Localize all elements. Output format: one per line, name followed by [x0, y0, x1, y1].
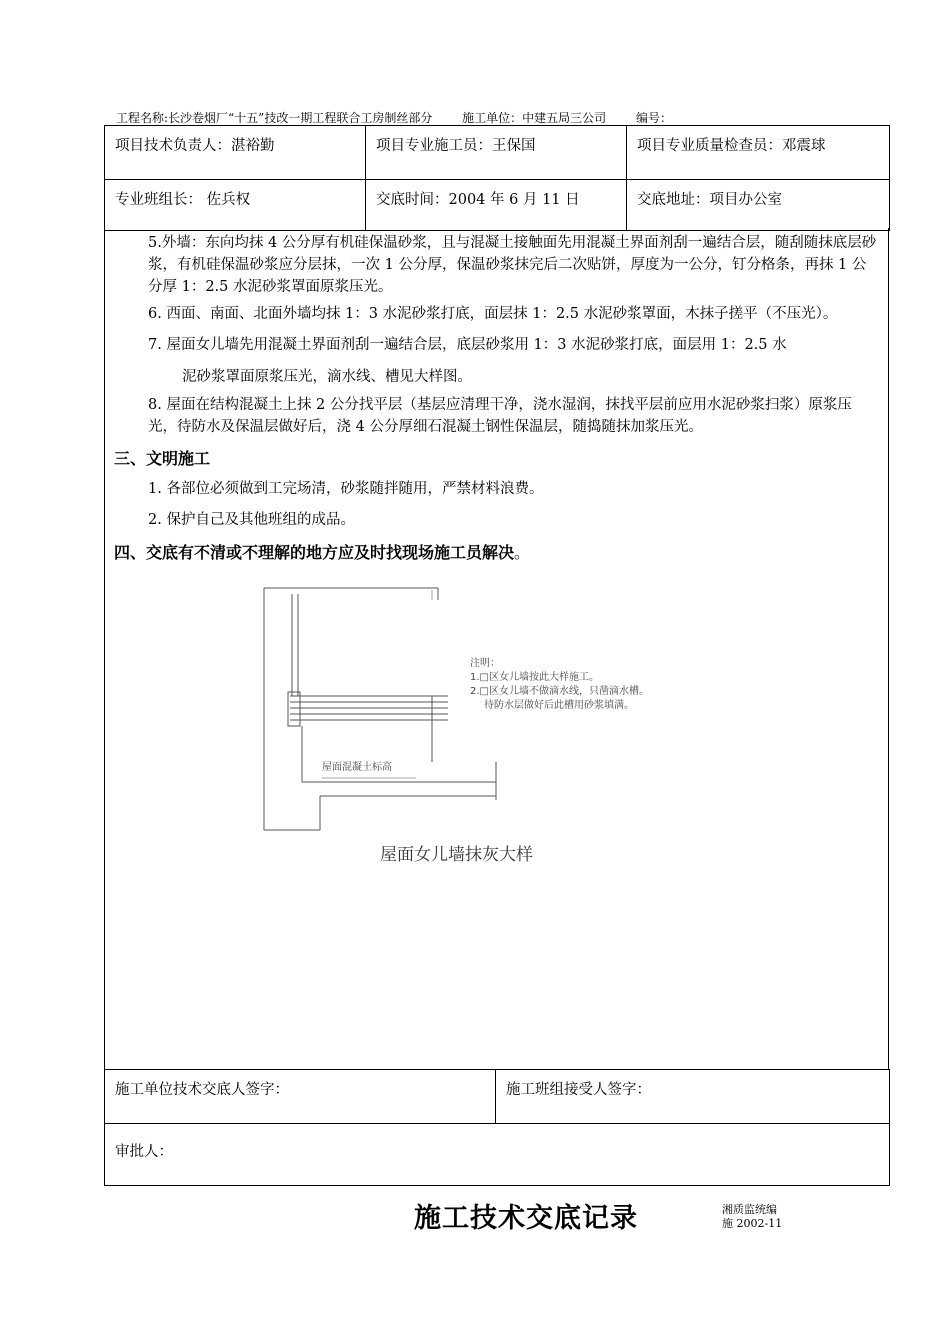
- document-header: [116, 109, 698, 126]
- team-signer-cell: 施工班组接受人签字：: [496, 1070, 890, 1124]
- quality-inspector-cell: 项目专业质量检查员：邓震球: [627, 126, 890, 180]
- paragraph-7a: 7. 屋面女儿墙先用混凝土界面剂刮一遍结合层，底层砂浆用 1：3 水泥砂浆打底，面层用 1：2.5 水: [148, 337, 787, 353]
- form-code-line-1: 湘质监统编: [722, 1203, 777, 1216]
- unit-signer-cell: 施工单位技术交底人签字：: [105, 1070, 496, 1124]
- form-code-line-2: 施 2002-11: [722, 1217, 783, 1230]
- paragraph-8: 8. 屋面在结构混凝土上抹 2 公分找平层（基层应清理干净，浇水湿润，抹找平层前应用水泥砂浆扫浆）原浆压光，待防水及保温层做好后，浇 4 公分厚细石混凝土钢性保温层，随捣随抹加浆压光。: [148, 397, 852, 435]
- note-3: 待防水层做好后此槽用砂浆填满。: [484, 700, 634, 711]
- note-1: 1.□区女儿墙按此大样施工。: [470, 672, 599, 683]
- paragraph-5: 5.外墙：东向均抹 4 公分厚有机硅保温砂浆，且与混凝土接触面先用混凝土界面剂刮一遍结合层，随刮随抹底层砂浆，有机硅保温砂浆应分层抹，一次 1 公分厚，保温砂浆抹完后二次贴饼，厚度为一公分，钉分格条，再抹 1 公分厚 1：2.5 水泥砂浆罩面原浆压光。: [148, 235, 877, 295]
- serial-no: 编号：: [636, 111, 673, 125]
- form-title: 施工技术交底记录: [414, 1203, 638, 1234]
- paragraph-6: 6. 西面、南面、北面外墙均抹 1：3 水泥砂浆打底，面层抹 1：2.5 水泥砂浆罩面，木抹子搓平（不压光）。: [148, 306, 838, 322]
- section-3-item-1: 1. 各部位必须做到工完场清，砂浆随拌随用，严禁材料浪费。: [148, 481, 544, 497]
- brief-place-cell: 交底地址：项目办公室: [627, 180, 890, 231]
- form-code: [722, 1203, 782, 1231]
- section-3-item-2: 2. 保护自己及其他班组的成品。: [148, 512, 355, 528]
- brief-time-cell: 交底时间：2004 年 6 月 11 日: [366, 180, 627, 231]
- paragraph-7b: 泥砂浆罩面原浆压光，滴水线、槽见大样图。: [182, 369, 472, 385]
- elevation-label: 屋面混凝土标高: [322, 762, 392, 773]
- drawing-caption: 屋面女儿墙抹灰大样: [380, 845, 533, 865]
- signature-table: [104, 1069, 890, 1186]
- constructor-cell: 项目专业施工员：王保国: [366, 126, 627, 180]
- info-table: [104, 125, 890, 231]
- section-4-period: 。: [514, 543, 531, 562]
- project-name: 工程名称:长沙卷烟厂“十五”技改一期工程联合工房制丝部分: [116, 111, 433, 125]
- approver-cell: 审批人：: [105, 1124, 890, 1186]
- note-2: 2.□区女儿墙不做滴水线，只凿滴水槽。: [470, 686, 649, 697]
- tech-lead-cell: 项目技术负责人：湛裕勤: [105, 126, 366, 180]
- section-3-title: 三、文明施工: [114, 449, 211, 468]
- section-4-title: [114, 540, 530, 563]
- note-title: 注明：: [470, 658, 500, 669]
- team-leader-cell: 专业班组长： 佐兵权: [105, 180, 366, 231]
- construction-unit: 施工单位：中建五局三公司: [462, 111, 607, 125]
- drip-groove-block: [288, 692, 300, 726]
- parapet-section-svg: [260, 586, 580, 866]
- parapet-detail-drawing: [260, 586, 649, 866]
- section-4-text: 四、交底有不清或不理解的地方应及时找现场施工员解决: [114, 543, 515, 562]
